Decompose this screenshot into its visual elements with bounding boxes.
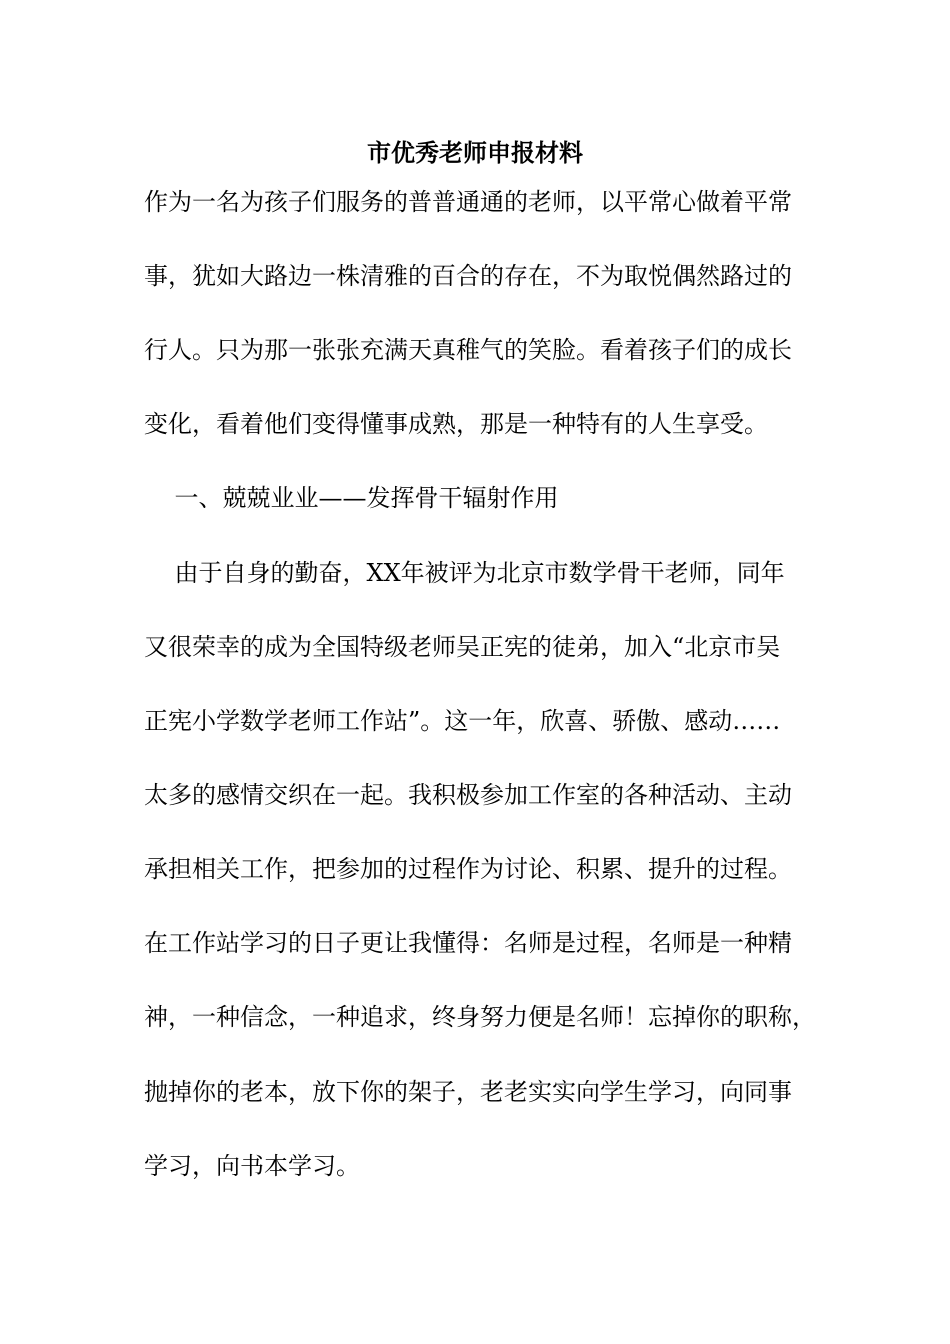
paragraph-line: 学习，向书本学习。 bbox=[144, 1152, 360, 1180]
paragraph-line: 神，一种信念，一种追求，终身努力便是名师！忘掉你的职称， bbox=[144, 1003, 816, 1031]
paragraph-line: 承担相关工作，把参加的过程作为讨论、积累、提升的过程。 bbox=[144, 855, 792, 883]
paragraph-line: 行人。只为那一张张充满天真稚气的笑脸。看着孩子们的成长 bbox=[144, 336, 792, 364]
paragraph-line: 正宪小学数学老师工作站”。这一年，欣喜、骄傲、感动…… bbox=[144, 707, 781, 735]
paragraph-line: 抛掉你的老本，放下你的架子，老老实实向学生学习，向同事 bbox=[144, 1078, 792, 1106]
section-heading: 一、兢兢业业——发挥骨干辐射作用 bbox=[144, 484, 559, 512]
document-title: 市优秀老师申报材料 bbox=[367, 138, 583, 167]
paragraph-line: 作为一名为孩子们服务的普普通通的老师，以平常心做着平常 bbox=[144, 188, 792, 216]
paragraph-line: 事，犹如大路边一株清雅的百合的存在，不为取悦偶然路过的 bbox=[144, 262, 792, 290]
paragraph-line: 由于自身的勤奋，XX年被评为北京市数学骨干老师，同年 bbox=[144, 559, 785, 587]
paragraph-line: 变化，看着他们变得懂事成熟，那是一种特有的人生享受。 bbox=[144, 410, 768, 438]
paragraph-line: 在工作站学习的日子更让我懂得：名师是过程，名师是一种精 bbox=[144, 929, 792, 957]
paragraph-line: 太多的感情交织在一起。我积极参加工作室的各种活动、主动 bbox=[144, 781, 792, 809]
paragraph-line: 又很荣幸的成为全国特级老师吴正宪的徒弟，加入“北京市吴 bbox=[144, 633, 781, 661]
